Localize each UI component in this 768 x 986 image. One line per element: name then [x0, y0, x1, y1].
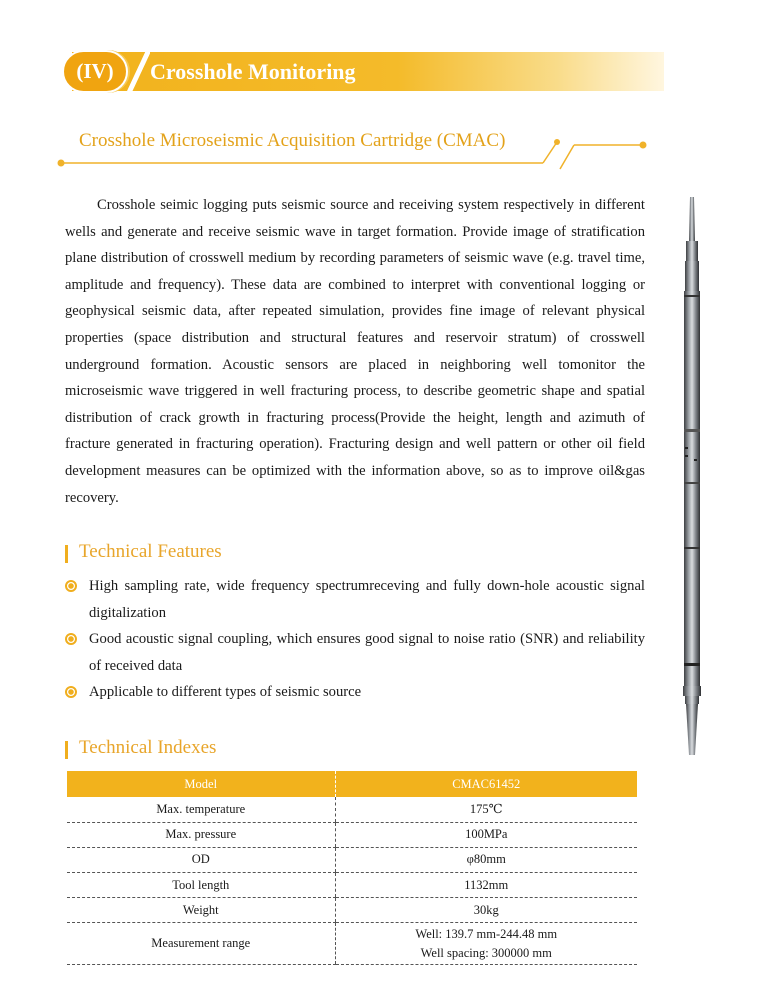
table-row — [67, 822, 637, 847]
spec-label: Max. pressure — [67, 822, 335, 847]
banner-divider — [126, 52, 150, 91]
indexes-heading: Technical Indexes — [65, 737, 216, 759]
column-header: CMAC61452 — [335, 771, 637, 797]
bullet-icon — [65, 580, 77, 592]
table-header-row — [67, 771, 637, 797]
product-description: Crosshole seimic logging puts seismic source and receiving system respectively in different wells and generate and receive seismic wave in target formation. Provide image of stratification plane distribution of crosswell medium by recording parameters of seismic wave (e.g. travel time, amplitude and frequency). These data are combined to interpret with conventional logging or geophysical seismic data, after repeated simulation, provides fine image of relevant physical properties (space distribution and structural features and reservoir stratum) of crosswell underground formation. Acoustic sensors are placed in neighboring well tomonitor the microseismic wave triggered in well fracturing process, to describe geometric shape and spatial distribution of crack growth in fracturing process(Provide the height, length and azimuth of fracture generated in fracturing operation). Fracturing design and well pattern or other oil field development measures can be optimized with the information above, so as to improve oil&gas recovery. — [65, 197, 645, 506]
spec-value — [335, 923, 637, 965]
feature-item — [65, 573, 645, 626]
spec-label: Measurement range — [67, 923, 335, 965]
table-row — [67, 873, 637, 898]
bullet-icon — [65, 686, 77, 698]
spec-value-line: Well spacing: 300000 mm — [420, 945, 552, 960]
spec-value: 100MPa — [335, 822, 637, 847]
spec-value: 175℃ — [335, 797, 637, 822]
spec-value: 1132mm — [335, 873, 637, 898]
table-row — [67, 847, 637, 872]
section-banner — [62, 50, 664, 93]
features-list — [65, 573, 645, 706]
feature-text: Good acoustic signal coupling, which ensures good signal to noise ratio (SNR) and reliability of received data — [89, 631, 645, 674]
feature-item — [65, 626, 645, 679]
product-title: Crosshole Microseismic Acquisition Cartridge (CMAC) — [79, 130, 506, 151]
spec-label: Max. temperature — [67, 797, 335, 822]
feature-text: Applicable to different types of seismic source — [89, 684, 362, 701]
column-header: Model — [67, 771, 335, 797]
features-heading: Technical Features — [65, 541, 222, 563]
bullet-icon — [65, 633, 77, 645]
spec-value: φ80mm — [335, 847, 637, 872]
feature-item — [65, 679, 645, 706]
table-row — [67, 898, 637, 923]
feature-text: High sampling rate, wide frequency spectrumreceving and fully down-hole acoustic signal digitalization — [89, 578, 645, 621]
spec-label: Tool length — [67, 873, 335, 898]
table-row — [67, 797, 637, 822]
spec-label: Weight — [67, 898, 335, 923]
spec-label: OD — [67, 847, 335, 872]
table-row — [67, 923, 637, 965]
subtitle-underline-decoration — [55, 136, 650, 172]
spec-table — [67, 771, 637, 965]
section-title: Crosshole Monitoring — [150, 59, 356, 84]
spec-value: 30kg — [335, 898, 637, 923]
section-number: (IV) — [62, 50, 128, 93]
logging-tool-image — [677, 197, 707, 755]
spec-value-line: Well: 139.7 mm-244.48 mm — [415, 926, 558, 941]
